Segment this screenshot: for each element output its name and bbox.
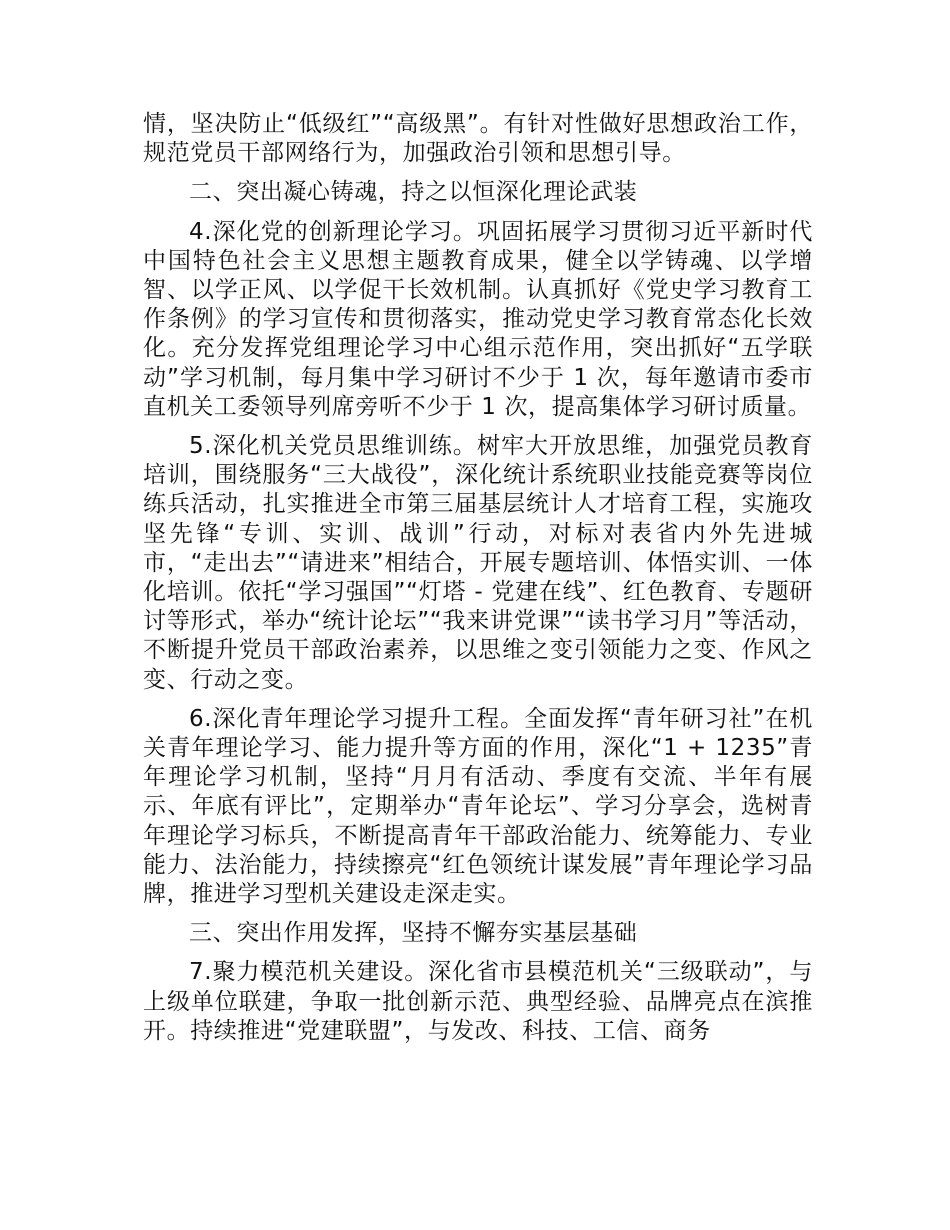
paragraph-item-5: 5.深化机关党员思维训练。树牢大开放思维，加强党员教育培训，围绕服务“三大战役”，深化统计系统职业技能竞赛等岗位练兵活动，扎实推进全市第三届基层统计人才培育工程，实施攻坚先锋“专训、实训、战训”行动，对标对表省内外先进城市，“走出去”“请进来”相结合，开展专题培训、体悟实训、一体化培训。依托“学习强国”“灯塔 - 党建在线”、红色教育、专题研讨等形式，举办“统计论坛”“我来讲党课”“读书学习月”等活动，不断提升党员干部政治素养，以思维之变引领能力之变、作风之变、行动之变。 (143, 433, 813, 693)
paragraph-continuation: 情，坚决防止“低级红”“高级黑”。有针对性做好思想政治工作，规范党员干部网络行为，加强政治引领和思想引导。 (143, 111, 813, 167)
paragraph-item-7: 7.聚力模范机关建设。深化省市县模范机关“三级联动”，与上级单位联建，争取一批创新示范、典型经验、品牌亮点在滨推开。持续推进“党建联盟”，与发改、科技、工信、商务 (143, 959, 813, 1044)
paragraph-item-4: 4.深化党的创新理论学习。巩固拓展学习贯彻习近平新时代中国特色社会主义思想主题教育成果，健全以学铸魂、以学增智、以学正风、以学促干长效机制。认真抓好《党史学习教育工作条例》的学习宣传和贯彻落实，推动党史学习教育常态化长效化。充分发挥党组理论学习中心组示范作用，突出抓好“五学联动”学习机制，每月集中学习研讨不少于 1 次，每年邀请市委市直机关工委领导列席旁听不少于 1 次，提高集体学习研讨质量。 (143, 218, 813, 420)
section-heading-two: 二、突出凝心铸魂，持之以恒深化理论武装 (189, 179, 638, 206)
document-page (143, 110, 813, 1056)
paragraph-item-6: 6.深化青年理论学习提升工程。全面发挥“青年研习社”在机关青年理论学习、能力提升等方面的作用，深化“1 + 1235”青年理论学习机制，坚持“月月有活动、季度有交流、半年有展示、年底有评比”，定期举办“青年论坛”、学习分享会，选树青年理论学习标兵，不断提高青年干部政治能力、统筹能力、专业能力、法治能力，持续擦亮“红色领统计谋发展”青年理论学习品牌，推进学习型机关建设走深走实。 (143, 705, 813, 908)
section-heading-three: 三、突出作用发挥，坚持不懈夯实基层基础 (189, 920, 638, 947)
